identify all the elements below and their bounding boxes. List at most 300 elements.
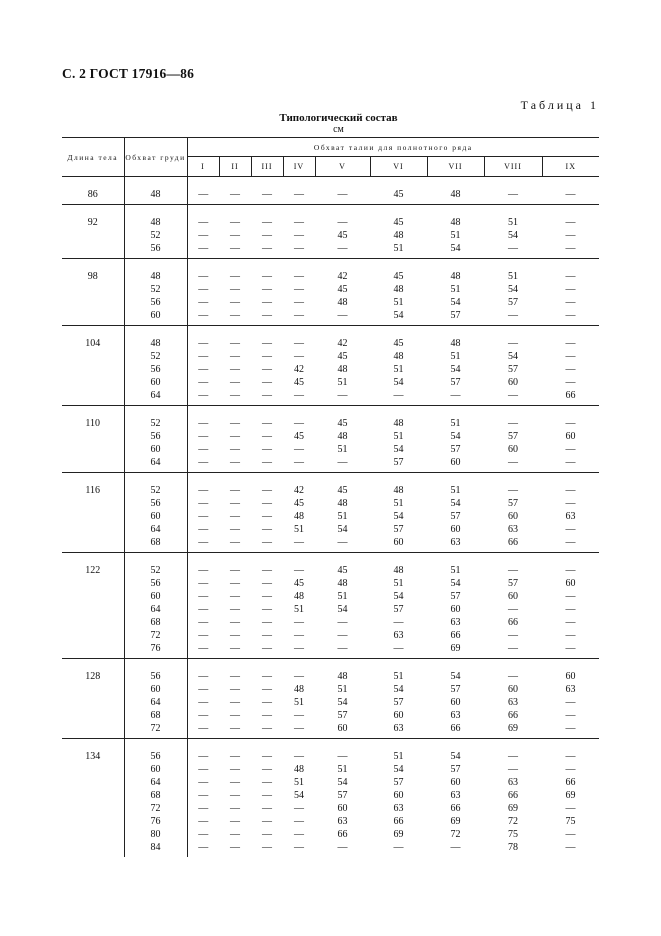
waist-cell: — [262,751,272,762]
body-length-cell: 128 [62,670,124,683]
waist-cell: — [262,829,272,840]
waist-cell: 57 [508,498,518,509]
waist-cell: — [565,338,576,349]
chest-cell: 56 [124,497,187,510]
waist-cell: 57 [393,697,404,708]
body-length-cell: 122 [62,564,124,577]
waist-cell: — [508,418,518,429]
body-length-cell: 116 [62,484,124,497]
waist-cell: — [294,284,304,295]
waist-cell: — [230,351,240,362]
waist-cell: — [294,390,304,401]
waist-cell: — [230,217,240,228]
chest-cell: 48 [124,337,187,350]
waist-cell: 54 [450,751,461,762]
column-header-waist: Обхват талии для полнотного ряда [187,138,599,157]
waist-cell: 45 [337,485,348,496]
waist-cell: — [565,723,576,734]
chest-cell: 60 [124,443,187,456]
waist-cell: 51 [294,604,304,615]
table-row [62,523,599,536]
waist-cell: — [262,777,272,788]
waist-cell: — [565,751,576,762]
waist-cell: — [294,230,304,241]
waist-cell: — [198,271,209,282]
waist-cell: — [230,230,240,241]
chest-cell: 68 [124,789,187,802]
waist-cell: 66 [508,790,518,801]
waist-cell: 51 [294,777,304,788]
chest-cell: 48 [124,188,187,201]
table-row [62,363,599,376]
waist-cell: — [262,578,272,589]
waist-cell: — [508,671,518,682]
table-unit: см [333,124,344,135]
column-header-rank: IV [283,157,315,177]
waist-cell: — [393,643,404,654]
waist-cell: 57 [450,684,461,695]
waist-cell: — [450,390,461,401]
waist-cell: 57 [393,524,404,535]
waist-cell: — [198,243,209,254]
waist-cell: 60 [508,511,518,522]
waist-cell: 66 [393,816,404,827]
waist-cell: — [294,710,304,721]
waist-cell: — [230,697,240,708]
waist-cell: — [337,643,348,654]
waist-cell: 60 [508,377,518,388]
chest-cell: 52 [124,564,187,577]
column-header-chest: Обхват груди [124,138,187,177]
waist-cell: 60 [337,803,348,814]
column-header-rank: III [251,157,283,177]
waist-cell: — [198,189,209,200]
waist-cell: — [198,444,209,455]
waist-cell: — [198,777,209,788]
waist-cell: 51 [450,351,461,362]
table-row [62,696,599,709]
waist-cell: — [565,537,576,548]
waist-cell: 48 [294,764,304,775]
waist-cell: — [262,243,272,254]
column-header-rank: VI [370,157,427,177]
table-row [62,376,599,389]
waist-cell: — [565,591,576,602]
waist-cell: — [262,217,272,228]
waist-cell: — [262,816,272,827]
chest-cell: 76 [124,815,187,828]
waist-cell: 60 [393,710,404,721]
waist-cell: 54 [450,297,461,308]
waist-cell: 51 [294,524,304,535]
waist-cell: — [198,485,209,496]
waist-cell: — [508,485,518,496]
waist-cell: 54 [450,364,461,375]
table-row [62,270,599,283]
table-row [62,296,599,309]
waist-cell: 42 [294,485,304,496]
waist-cell: 69 [450,643,461,654]
waist-cell: — [294,671,304,682]
waist-cell: — [198,390,209,401]
waist-cell: 45 [337,565,348,576]
waist-cell: 48 [294,511,304,522]
waist-cell: — [565,284,576,295]
body-length-cell: 98 [62,270,124,283]
waist-cell: — [294,617,304,628]
waist-cell: — [508,565,518,576]
table-row [62,577,599,590]
waist-cell: 54 [508,230,518,241]
typology-table [62,137,599,857]
waist-cell: — [198,217,209,228]
waist-cell: — [565,710,576,721]
table-row [62,389,599,402]
waist-cell: — [230,457,240,468]
waist-cell: 60 [565,431,576,442]
waist-cell: — [565,271,576,282]
waist-cell: — [565,457,576,468]
waist-cell: 57 [508,431,518,442]
waist-cell: 63 [565,511,576,522]
waist-cell: 51 [450,284,461,295]
waist-cell: — [565,418,576,429]
table-row [62,242,599,255]
waist-cell: 54 [450,431,461,442]
waist-cell: 60 [508,591,518,602]
chest-cell: 64 [124,389,187,402]
waist-cell: — [198,578,209,589]
waist-cell: — [262,338,272,349]
waist-cell: — [198,351,209,362]
waist-cell: — [262,310,272,321]
waist-cell: 45 [393,271,404,282]
table-row [62,536,599,549]
waist-cell: — [262,710,272,721]
waist-cell: 63 [450,617,461,628]
waist-cell: 48 [450,189,461,200]
chest-cell: 52 [124,350,187,363]
waist-cell: — [198,617,209,628]
waist-cell: — [262,457,272,468]
chest-cell: 56 [124,242,187,255]
waist-cell: — [565,764,576,775]
waist-cell: — [262,230,272,241]
waist-cell: — [294,418,304,429]
waist-cell: — [294,751,304,762]
chest-cell: 64 [124,603,187,616]
waist-cell: — [198,764,209,775]
waist-cell: — [294,842,304,853]
waist-cell: — [262,842,272,853]
waist-cell: 51 [450,565,461,576]
waist-cell: 45 [337,418,348,429]
waist-cell: 75 [565,816,576,827]
chest-cell: 64 [124,456,187,469]
column-header-rank: V [315,157,370,177]
waist-cell: 60 [450,457,461,468]
waist-cell: 60 [450,524,461,535]
waist-cell: — [230,338,240,349]
waist-cell: 60 [393,537,404,548]
waist-cell: 63 [337,816,348,827]
waist-cell: 54 [393,684,404,695]
waist-cell: — [450,842,461,853]
waist-cell: 57 [450,591,461,602]
table-row [62,350,599,363]
waist-cell: 54 [393,764,404,775]
waist-cell: — [508,243,518,254]
waist-cell: 48 [337,578,348,589]
waist-cell: — [230,284,240,295]
waist-cell: — [565,351,576,362]
table-row [62,642,599,655]
waist-cell: 51 [450,418,461,429]
table-row [62,229,599,242]
waist-cell: — [565,630,576,641]
waist-cell: — [262,364,272,375]
waist-cell: 57 [450,511,461,522]
waist-cell: 63 [450,710,461,721]
waist-cell: — [565,485,576,496]
waist-cell: — [294,723,304,734]
table-row [62,763,599,776]
waist-cell: — [337,189,348,200]
waist-cell: — [337,751,348,762]
waist-cell: — [230,498,240,509]
waist-cell: — [565,243,576,254]
waist-cell: 42 [294,364,304,375]
page-header: С. 2 ГОСТ 17916—86 [62,66,195,81]
waist-cell: 48 [450,271,461,282]
waist-cell: 45 [294,431,304,442]
waist-cell: — [198,790,209,801]
waist-cell: — [508,189,518,200]
waist-cell: — [565,230,576,241]
waist-cell: — [230,710,240,721]
waist-cell: — [230,684,240,695]
chest-cell: 68 [124,616,187,629]
waist-cell: — [198,710,209,721]
table-label: Таблица 1 [520,98,599,112]
waist-cell: — [565,444,576,455]
waist-cell: — [198,377,209,388]
chest-cell: 60 [124,510,187,523]
waist-cell: — [198,697,209,708]
table-row [62,188,599,201]
waist-cell: — [230,751,240,762]
waist-cell: — [230,390,240,401]
waist-cell: — [230,297,240,308]
waist-cell: 57 [450,444,461,455]
waist-cell: 60 [565,578,576,589]
waist-cell: — [565,364,576,375]
waist-cell: 54 [337,697,348,708]
waist-cell: — [337,630,348,641]
waist-cell: — [262,284,272,295]
waist-cell: — [294,816,304,827]
chest-cell: 64 [124,523,187,536]
waist-cell: — [230,671,240,682]
waist-cell: 45 [337,351,348,362]
table-row [62,841,599,854]
waist-cell: — [337,537,348,548]
table-row [62,709,599,722]
waist-cell: — [230,829,240,840]
chest-cell: 64 [124,776,187,789]
waist-cell: 57 [508,364,518,375]
waist-cell: 45 [393,338,404,349]
waist-cell: 51 [508,217,518,228]
body-length-cell: 104 [62,337,124,350]
column-header-rank: VII [427,157,484,177]
waist-cell: 69 [450,816,461,827]
waist-cell: 66 [450,723,461,734]
chest-cell: 52 [124,417,187,430]
waist-cell: 75 [508,829,518,840]
waist-cell: — [262,485,272,496]
chest-cell: 72 [124,629,187,642]
waist-cell: 51 [393,671,404,682]
waist-cell: 45 [294,498,304,509]
waist-cell: — [508,643,518,654]
waist-cell: — [294,565,304,576]
waist-cell: — [198,511,209,522]
body-length-cell: 110 [62,417,124,430]
waist-cell: 54 [450,578,461,589]
waist-cell: 51 [393,751,404,762]
waist-cell: — [262,189,272,200]
chest-cell: 52 [124,484,187,497]
waist-cell: — [294,338,304,349]
waist-cell: 54 [337,604,348,615]
waist-cell: — [198,284,209,295]
waist-cell: 66 [508,617,518,628]
waist-cell: — [198,829,209,840]
waist-cell: — [230,803,240,814]
chest-cell: 76 [124,642,187,655]
waist-cell: — [230,630,240,641]
waist-cell: 51 [393,243,404,254]
waist-cell: 42 [337,271,348,282]
waist-cell: — [198,842,209,853]
table-row [62,629,599,642]
waist-cell: — [198,310,209,321]
waist-cell: — [262,790,272,801]
waist-cell: 45 [294,377,304,388]
chest-cell: 80 [124,828,187,841]
chest-cell: 56 [124,670,187,683]
waist-cell: — [262,630,272,641]
waist-cell: 48 [294,591,304,602]
chest-cell: 52 [124,283,187,296]
table-row [62,722,599,735]
table-row [62,309,599,322]
waist-cell: — [508,751,518,762]
waist-cell: — [262,444,272,455]
waist-cell: — [262,671,272,682]
waist-cell: — [294,217,304,228]
waist-cell: — [294,297,304,308]
waist-cell: — [198,671,209,682]
chest-cell: 56 [124,363,187,376]
waist-cell: — [294,189,304,200]
waist-cell: 45 [393,217,404,228]
waist-cell: — [337,457,348,468]
waist-cell: 42 [337,338,348,349]
waist-cell: 57 [450,310,461,321]
waist-cell: — [262,617,272,628]
waist-cell: 51 [450,230,461,241]
body-length-cell: 134 [62,750,124,763]
waist-cell: 63 [393,803,404,814]
waist-cell: 48 [337,498,348,509]
waist-cell: — [230,617,240,628]
waist-cell: 48 [337,297,348,308]
waist-cell: — [262,431,272,442]
waist-cell: 51 [393,578,404,589]
waist-cell: — [294,457,304,468]
table-row [62,510,599,523]
waist-cell: 45 [337,230,348,241]
chest-cell: 64 [124,696,187,709]
waist-cell: — [565,524,576,535]
waist-cell: — [198,565,209,576]
waist-cell: — [294,310,304,321]
waist-cell: — [262,565,272,576]
waist-cell: 57 [508,578,518,589]
waist-cell: — [565,829,576,840]
waist-cell: 45 [337,284,348,295]
waist-cell: — [294,630,304,641]
waist-cell: 57 [337,790,348,801]
waist-cell: 48 [337,431,348,442]
waist-cell: 69 [393,829,404,840]
waist-cell: 57 [450,377,461,388]
waist-cell: 51 [508,271,518,282]
table-row [62,430,599,443]
waist-cell: — [230,524,240,535]
waist-cell: — [565,697,576,708]
table-row [62,216,599,229]
waist-cell: 48 [393,230,404,241]
waist-cell: — [262,377,272,388]
waist-cell: — [508,764,518,775]
waist-cell: — [508,390,518,401]
waist-cell: 51 [393,297,404,308]
waist-cell: — [198,643,209,654]
chest-cell: 60 [124,376,187,389]
waist-cell: — [294,803,304,814]
waist-cell: — [337,243,348,254]
waist-cell: — [230,643,240,654]
waist-cell: — [565,604,576,615]
table-row [62,590,599,603]
waist-cell: 63 [393,630,404,641]
waist-cell: 54 [508,351,518,362]
waist-cell: 78 [508,842,518,853]
waist-cell: — [198,630,209,641]
waist-cell: — [262,697,272,708]
waist-cell: 45 [294,578,304,589]
waist-cell: 48 [337,364,348,375]
waist-cell: — [337,217,348,228]
waist-cell: 48 [393,565,404,576]
waist-cell: — [230,591,240,602]
waist-cell: — [294,643,304,654]
waist-cell: 51 [450,485,461,496]
chest-cell: 60 [124,683,187,696]
